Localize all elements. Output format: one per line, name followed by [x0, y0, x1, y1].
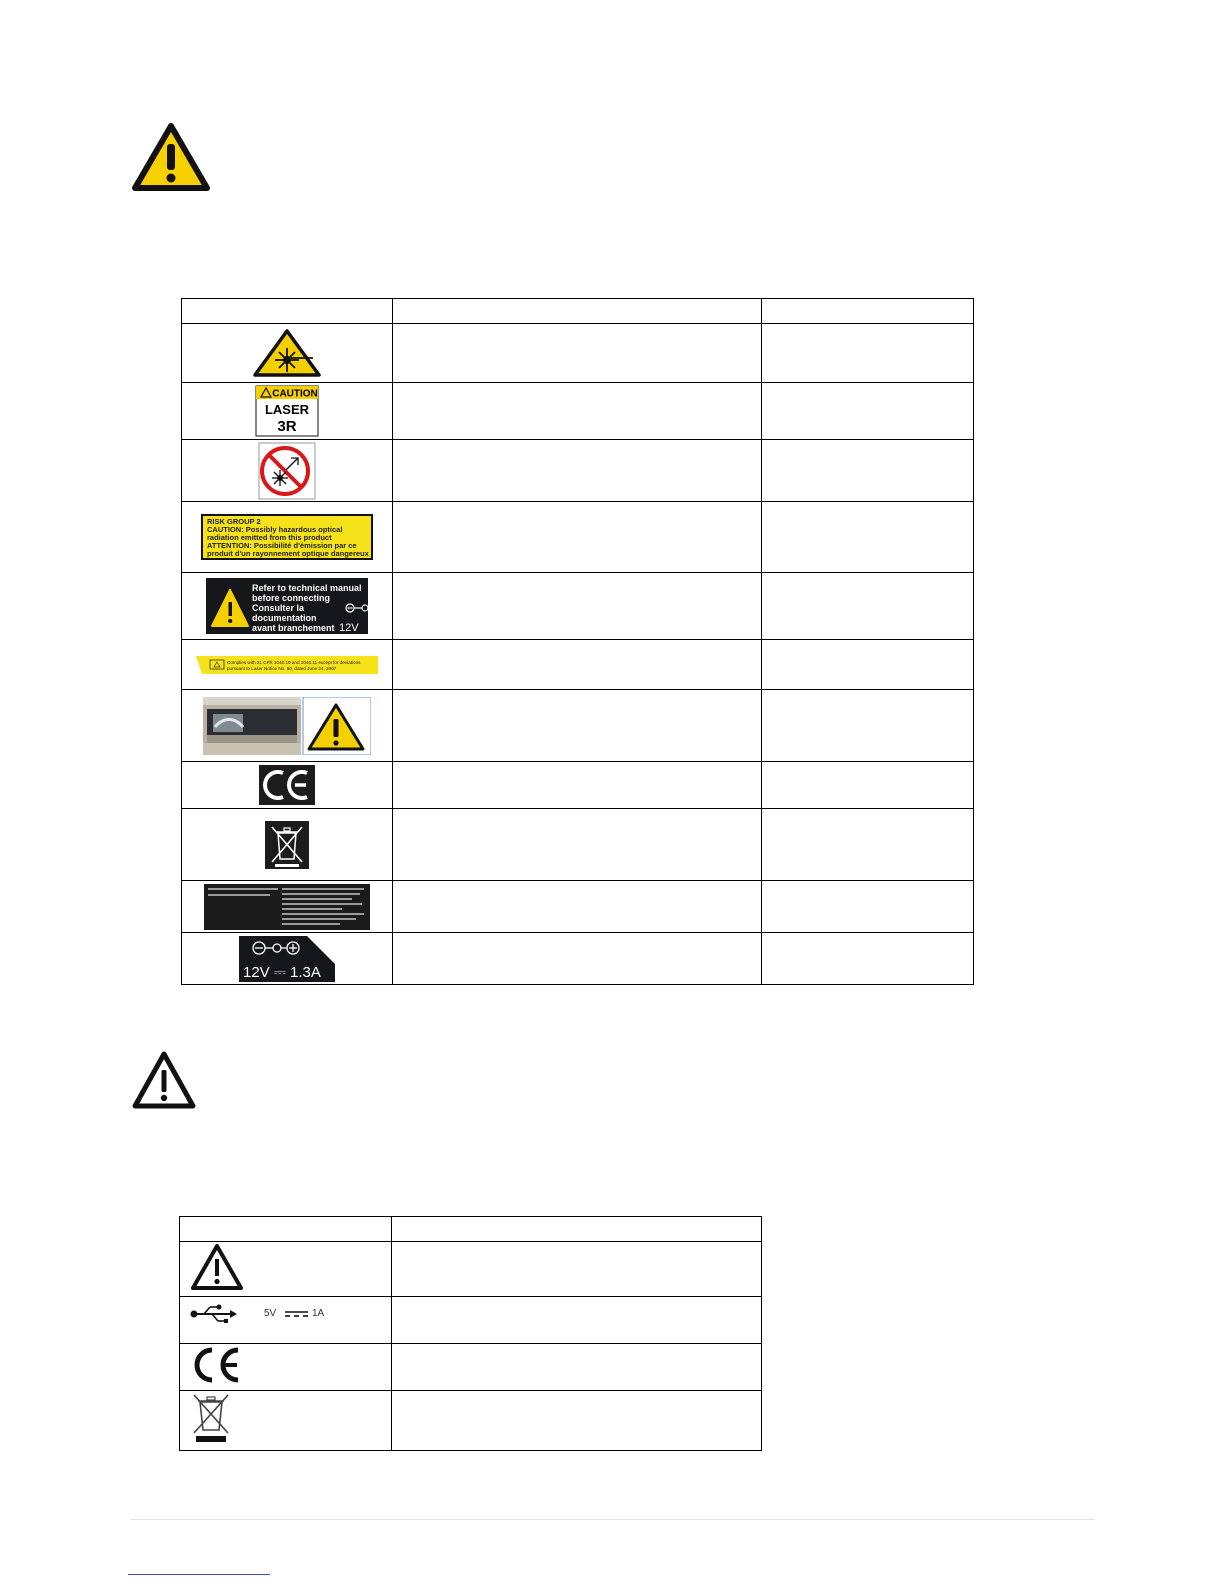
manual-line: before connecting: [251, 593, 330, 603]
description-cell: [392, 881, 761, 933]
risk-group-label: [182, 502, 393, 573]
description-cell: [392, 383, 761, 440]
weee-bin-icon: [182, 809, 393, 881]
table-row: [182, 809, 974, 881]
table-row: [182, 881, 974, 933]
table-row: [180, 1297, 762, 1344]
location-cell: [762, 809, 974, 881]
table-row: [182, 324, 974, 383]
description-cell: [392, 933, 761, 985]
description-cell: [392, 573, 761, 640]
description-cell: [391, 1297, 761, 1344]
table-row: [182, 573, 974, 640]
description-cell: [392, 640, 761, 690]
description-cell: [392, 809, 761, 881]
cfr-compliance-label: [182, 640, 393, 690]
device-photo-warning: [182, 690, 393, 762]
power-polarity-label: [182, 933, 393, 985]
location-cell: [762, 573, 974, 640]
usb-power-label: [180, 1297, 392, 1344]
symbol-table-1: [181, 298, 974, 985]
header-cell: [392, 299, 761, 324]
fcc-label: [182, 881, 393, 933]
table-row: [182, 690, 974, 762]
description-cell: [391, 1344, 761, 1391]
location-cell: [762, 690, 974, 762]
table-row: [180, 1242, 762, 1297]
risk-line: RISK GROUP 2: [206, 517, 261, 526]
table-row: [182, 762, 974, 809]
table-row: [180, 1391, 762, 1451]
risk-line: ATTENTION: Possibilité d'émission par ce: [206, 541, 357, 550]
header-cell: [182, 299, 393, 324]
risk-line: CAUTION: Possibly hazardous optical: [206, 525, 343, 534]
warning-triangle-outline-icon: [132, 1050, 196, 1115]
manual-line: avant branchement: [251, 623, 335, 633]
table-header-row: [182, 299, 974, 324]
location-cell: [762, 640, 974, 690]
table-row: [182, 933, 974, 985]
voltage-text: 12V: [338, 622, 359, 634]
ce-mark-icon: [180, 1344, 392, 1391]
location-cell: [762, 324, 974, 383]
description-cell: [392, 502, 761, 573]
symbol-table-2: [179, 1216, 762, 1451]
header-cell: [762, 299, 974, 324]
table-row: [180, 1344, 762, 1391]
description-cell: [392, 324, 761, 383]
caution-laser-label: [182, 383, 393, 440]
table-row: [182, 383, 974, 440]
laser-text: LASER: [264, 402, 309, 417]
table-row: [182, 502, 974, 573]
description-cell: [391, 1391, 761, 1451]
location-cell: [762, 383, 974, 440]
class-text: 3R: [277, 418, 297, 435]
header-cell: [180, 1217, 392, 1242]
footer-link-underline[interactable]: [128, 1574, 270, 1575]
manual-line: Consulter la: [251, 603, 304, 613]
table-row: [182, 640, 974, 690]
description-cell: [392, 440, 761, 502]
risk-line: produit d'un rayonnement optique dangereux: [206, 549, 369, 558]
description-cell: [392, 762, 761, 809]
location-cell: [762, 440, 974, 502]
laser-hazard-icon: [182, 324, 393, 383]
footer-divider: [130, 1519, 1095, 1520]
table-row: [182, 440, 974, 502]
description-cell: [392, 690, 761, 762]
warning-triangle-yellow-icon: [132, 122, 210, 197]
cfr-line: pursuant to Laser Notice No. 50, dated June 24, 2007: [226, 665, 337, 671]
header-cell: [391, 1217, 761, 1242]
ce-mark-icon: [182, 762, 393, 809]
location-cell: [762, 933, 974, 985]
power-rating-text: 12V ⎓ 1.3A: [242, 963, 321, 981]
table-header-row: [180, 1217, 762, 1242]
manual-line: Refer to technical manual: [251, 583, 362, 593]
usb-current-text: 1A: [312, 1308, 325, 1319]
no-stare-laser-icon: [182, 440, 393, 502]
location-cell: [762, 762, 974, 809]
usb-voltage-text: 5V: [264, 1308, 277, 1319]
manual-line: documentation: [251, 613, 317, 623]
description-cell: [391, 1242, 761, 1297]
usb-icon: [191, 1305, 238, 1324]
risk-line: radiation emitted from this product: [206, 533, 332, 542]
cfr-line: Complies with 21 CFR 1040.10 and 1040.11 except for deviations: [226, 659, 361, 665]
warning-triangle-outline-icon: [180, 1242, 392, 1297]
location-cell: [762, 881, 974, 933]
location-cell: [762, 502, 974, 573]
caution-text: CAUTION: [272, 388, 318, 400]
technical-manual-label: [182, 573, 393, 640]
weee-bin-icon: [180, 1391, 392, 1451]
